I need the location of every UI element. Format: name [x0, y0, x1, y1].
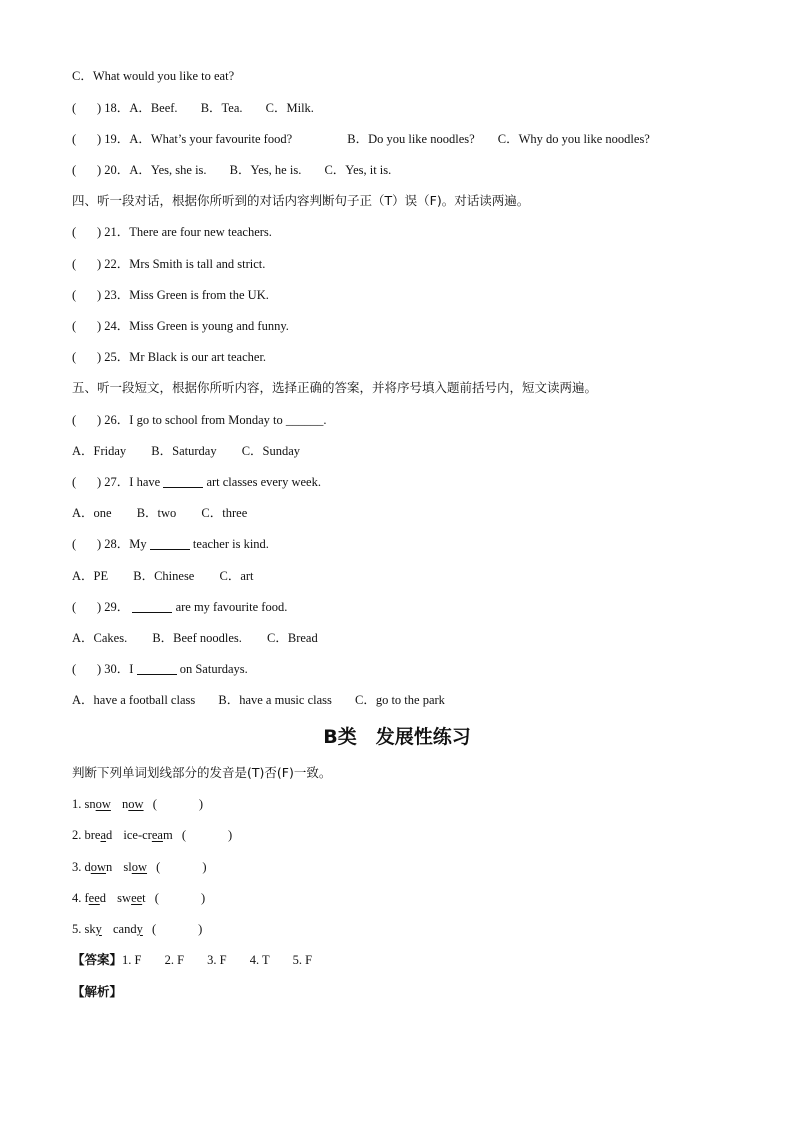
- answer-bracket[interactable]: (: [72, 319, 77, 333]
- question-26: ( ) 26．I go to school from Monday to ______.: [72, 413, 327, 427]
- phonics-item-4: 4. feed sweet ( ): [72, 891, 206, 905]
- question-text: 26．I go to school from Monday to ______.: [104, 413, 327, 427]
- option-b: B．have a music class: [218, 693, 332, 707]
- underlined-letters: ea: [151, 828, 163, 842]
- question-text: 21．There are four new teachers.: [104, 225, 272, 239]
- bracket-open: (: [72, 101, 77, 115]
- underlined-letters: ee: [88, 891, 100, 905]
- bracket-close: ): [97, 101, 102, 115]
- section-5-heading: 五、听一段短文，根据你所听内容，选择正确的答案，并将序号填入题前括号内，短文读两遍。: [72, 380, 598, 395]
- question-26-options: [72, 443, 300, 459]
- question-20: ( ) 20．A．Yes, she is. B．Yes, he is. C．Yes, it is.: [72, 163, 392, 177]
- underlined-letters: a: [100, 828, 107, 842]
- option-a: A．Beef.: [129, 101, 178, 115]
- answer-3: 3. F: [207, 953, 227, 967]
- option-b: B．Chinese: [133, 569, 195, 583]
- answer-5: 5. F: [292, 953, 313, 967]
- phonics-item-2: 2. bread ice-cream ( ): [72, 828, 233, 842]
- question-text: 28．My: [104, 537, 147, 551]
- answer-2: 2. F: [164, 953, 185, 967]
- option-c: C．Why do you like noodles?: [497, 132, 650, 146]
- part-b-instruction: 判断下列单词划线部分的发音是(T)否(F)一致。: [72, 765, 332, 780]
- answer-bracket[interactable]: (: [72, 225, 77, 239]
- fill-blank[interactable]: [150, 537, 190, 550]
- option-a: A．What’s your favourite food?: [129, 132, 293, 146]
- question-21: ( ) 21．There are four new teachers.: [72, 225, 272, 239]
- question-text: 24．Miss Green is young and funny.: [104, 319, 289, 333]
- analysis-label: 【解析】: [72, 984, 123, 999]
- phonics-item-3: 3. down slow ( ): [72, 860, 207, 874]
- answer-bracket[interactable]: (: [72, 163, 77, 177]
- question-18: [72, 100, 314, 116]
- answer-bracket[interactable]: (: [72, 662, 77, 676]
- question-text: 25．Mr Black is our art teacher.: [104, 350, 267, 364]
- option-a: A．Cakes.: [72, 631, 128, 645]
- option-b: B．Do you like noodles?: [347, 132, 475, 146]
- answer-bracket[interactable]: ( ): [151, 922, 203, 936]
- underlined-letters: ow: [128, 797, 144, 811]
- question-25: ( ) 25．Mr Black is our art teacher.: [72, 350, 267, 364]
- phonics-item-5: 5. sky candy ( ): [72, 922, 203, 936]
- question-22: ( ) 22．Mrs Smith is tall and strict.: [72, 257, 266, 271]
- option-a: A．PE: [72, 569, 109, 583]
- question-19: ( ) 19．A．What’s your favourite food? B．Do you like noodles? C．Why do you like noodles?: [72, 132, 650, 146]
- question-30: ( ) 30．I on Saturdays.: [72, 662, 248, 676]
- question-24: ( ) 24．Miss Green is young and funny.: [72, 319, 289, 333]
- answer-bracket[interactable]: (: [72, 257, 77, 271]
- underlined-letters: y: [136, 922, 143, 936]
- fill-blank[interactable]: [132, 600, 172, 613]
- phonics-item-1: 1. snow now ( ): [72, 797, 204, 811]
- question-28-options: [72, 568, 254, 584]
- question-text: 30．I: [104, 662, 134, 676]
- option-a: A．Friday: [72, 444, 127, 458]
- underlined-letters: y: [95, 922, 102, 936]
- answer-bracket[interactable]: (: [72, 475, 77, 489]
- q17-option-c: C．What would you like to eat?: [72, 69, 235, 83]
- question-27-options: [72, 505, 247, 521]
- answer-bracket[interactable]: (: [72, 600, 77, 614]
- question-29-options: [72, 630, 318, 646]
- part-b-title: B类 发展性练习: [323, 726, 471, 748]
- question-text-end: are my favourite food.: [175, 600, 288, 614]
- answer-bracket[interactable]: (: [72, 537, 77, 551]
- question-28: ( ) 28．My teacher is kind.: [72, 537, 269, 551]
- question-text-end: on Saturdays.: [179, 662, 248, 676]
- question-text: 23．Miss Green is from the UK.: [104, 288, 269, 302]
- question-text: 27．I have: [104, 475, 161, 489]
- section-4-heading: 四、听一段对话，根据你所听到的对话内容判断句子正（T）误（F)。对话读两遍。: [72, 193, 530, 208]
- question-number: 19．: [104, 132, 130, 146]
- answer-4: 4. T: [249, 953, 270, 967]
- option-a: A．one: [72, 506, 112, 520]
- answer-bracket[interactable]: (: [72, 350, 77, 364]
- answer-bracket[interactable]: ( ): [152, 797, 204, 811]
- option-b: B．two: [136, 506, 177, 520]
- option-c: C．go to the park: [355, 693, 445, 707]
- question-text: 29．: [104, 600, 130, 614]
- answer-label: 【答案】: [72, 952, 123, 967]
- option-a: A．Yes, she is.: [129, 163, 207, 177]
- answer-bracket[interactable]: (: [72, 132, 77, 146]
- fill-blank[interactable]: [163, 475, 203, 488]
- answer-bracket[interactable]: (: [72, 288, 77, 302]
- option-b: B．Saturday: [151, 444, 217, 458]
- question-23: ( ) 23．Miss Green is from the UK.: [72, 288, 269, 302]
- answer-bracket[interactable]: ( ): [181, 828, 233, 842]
- underlined-letters: ow: [131, 860, 148, 874]
- answer-bracket[interactable]: ( ): [154, 891, 206, 905]
- question-number: 18．: [104, 101, 130, 115]
- underlined-letters: ow: [95, 797, 111, 811]
- question-text-end: teacher is kind.: [192, 537, 269, 551]
- question-27: ( ) 27．I have art classes every week.: [72, 475, 321, 489]
- question-number: 20．: [104, 163, 130, 177]
- underlined-letters: ee: [131, 891, 143, 905]
- option-c: C．three: [201, 506, 248, 520]
- option-c: C．Yes, it is.: [324, 163, 392, 177]
- option-b: B．Yes, he is.: [229, 163, 302, 177]
- option-c: C．art: [219, 569, 254, 583]
- option-c: C．Sunday: [241, 444, 301, 458]
- answer-bracket[interactable]: (: [72, 413, 77, 427]
- underlined-letters: ow: [90, 860, 107, 874]
- fill-blank[interactable]: [137, 662, 177, 675]
- option-b: B．Tea.: [200, 101, 243, 115]
- answer-line: [72, 952, 312, 968]
- answer-1: 1. F: [122, 953, 142, 967]
- question-29: ( ) 29． are my favourite food.: [72, 600, 288, 614]
- question-text: 22．Mrs Smith is tall and strict.: [104, 257, 266, 271]
- question-text-end: art classes every week.: [206, 475, 321, 489]
- option-c: C．Milk.: [265, 101, 314, 115]
- question-30-options: [72, 692, 445, 708]
- option-c: C．Bread: [267, 631, 318, 645]
- answer-bracket[interactable]: ( ): [156, 860, 207, 874]
- option-a: A．have a football class: [72, 693, 196, 707]
- answer-bracket[interactable]: [72, 100, 97, 116]
- option-b: B．Beef noodles.: [152, 631, 242, 645]
